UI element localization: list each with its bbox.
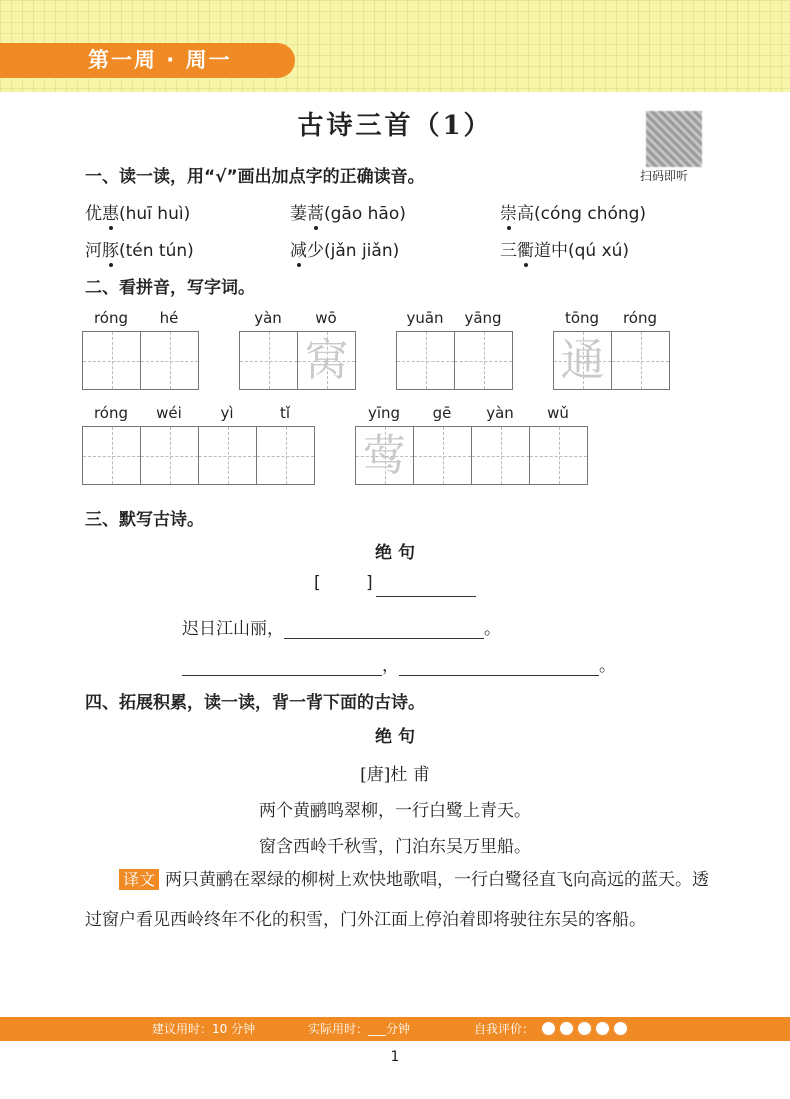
writing-grid-5: róng wéi yì tǐ <box>82 404 315 485</box>
pinyin-question-2: 萋蒿(gāo hāo) <box>290 204 406 224</box>
writing-cell[interactable] <box>397 332 455 389</box>
writing-cell[interactable]: 通 <box>554 332 612 389</box>
section1-title: 一、读一读，用“√”画出加点字的正确读音。 <box>85 167 425 187</box>
pinyin-question-3: 崇高(cóng chóng) <box>500 204 647 224</box>
rating-star-icon[interactable] <box>577 1021 592 1036</box>
actual-time: 实际用时：___分钟 <box>308 1022 411 1036</box>
qr-caption: 扫码即听 <box>640 169 689 183</box>
poem-line-read-2: 窗含西岭千秋雪，门泊东吴万里船。 <box>259 837 531 857</box>
qr-code[interactable] <box>646 111 702 167</box>
writing-cell[interactable] <box>141 427 199 484</box>
footer-band <box>0 1017 790 1041</box>
pinyin-question-5: 减少(jǎn jiǎn) <box>290 241 400 261</box>
writing-cell[interactable] <box>83 427 141 484</box>
rating-star-icon[interactable] <box>595 1021 610 1036</box>
dynasty-bracket-close: ] <box>366 573 373 593</box>
writing-cell[interactable] <box>612 332 670 389</box>
rating-star-icon[interactable] <box>541 1021 556 1036</box>
writing-cell[interactable] <box>199 427 257 484</box>
answer-blank[interactable] <box>284 620 484 639</box>
writing-cell[interactable]: 莺 <box>356 427 414 484</box>
translation <box>85 860 715 940</box>
translation-text: 两只黄鹂在翠绿的柳树上欢快地歌唱，一行白鹭径直飞向高远的蓝天。透过窗户看见西岭终年不化的积雪，门外江面上停泊着即将驶往东吴的客船。 <box>85 870 710 930</box>
week-day-label: 第一周 · 周一 <box>0 43 295 78</box>
poem-title-read: 绝 句 <box>375 727 415 747</box>
page-title: 古诗三首（1） <box>297 111 493 141</box>
writing-cell[interactable] <box>257 427 315 484</box>
pinyin-question-1: 优惠(huī huì) <box>85 204 191 224</box>
suggested-time: 建议用时：10 分钟 <box>152 1022 256 1036</box>
page-number: 1 <box>390 1049 400 1065</box>
writing-grid-3: yuān yāng <box>396 309 513 390</box>
section4-title: 四、拓展积累，读一读，背一背下面的古诗。 <box>85 693 425 713</box>
dynasty-bracket-open: [ <box>314 573 321 593</box>
pinyin-question-6: 三衢道中(qú xú) <box>500 241 630 261</box>
writing-cell[interactable] <box>530 427 588 484</box>
rating-stars <box>541 1021 628 1036</box>
rating-star-icon[interactable] <box>559 1021 574 1036</box>
writing-cell[interactable] <box>141 332 199 389</box>
writing-cell[interactable]: 窝 <box>298 332 356 389</box>
writing-grid-6: yīng gē yàn wǔ 莺 <box>355 404 588 485</box>
poem-line-read-1: 两个黄鹂鸣翠柳，一行白鹭上青天。 <box>259 801 531 821</box>
writing-cell[interactable] <box>472 427 530 484</box>
writing-grid-2: yàn wō 窝 <box>239 309 356 390</box>
writing-cell[interactable] <box>414 427 472 484</box>
rating-star-icon[interactable] <box>613 1021 628 1036</box>
answer-blank[interactable] <box>182 657 382 676</box>
poem-line-2: ， 。 <box>182 651 616 676</box>
poem-author: [唐]杜 甫 <box>360 765 430 785</box>
answer-blank[interactable] <box>399 657 599 676</box>
section2-title: 二、看拼音，写字词。 <box>85 278 255 298</box>
writing-grid-1: róng hé <box>82 309 199 390</box>
writing-cell[interactable] <box>240 332 298 389</box>
writing-cell[interactable] <box>455 332 513 389</box>
self-eval-label: 自我评价： <box>474 1022 535 1036</box>
pinyin-question-4: 河豚(tén tún) <box>85 241 194 261</box>
poem-title-fill: 绝 句 <box>375 543 415 563</box>
section3-title: 三、默写古诗。 <box>85 510 204 530</box>
writing-grid-4: tōng róng 通 <box>553 309 670 390</box>
writing-cell[interactable] <box>83 332 141 389</box>
author-blank[interactable] <box>376 575 476 597</box>
translation-label: 译文 <box>119 869 159 890</box>
poem-line-1: 迟日江山丽， 。 <box>182 619 501 639</box>
